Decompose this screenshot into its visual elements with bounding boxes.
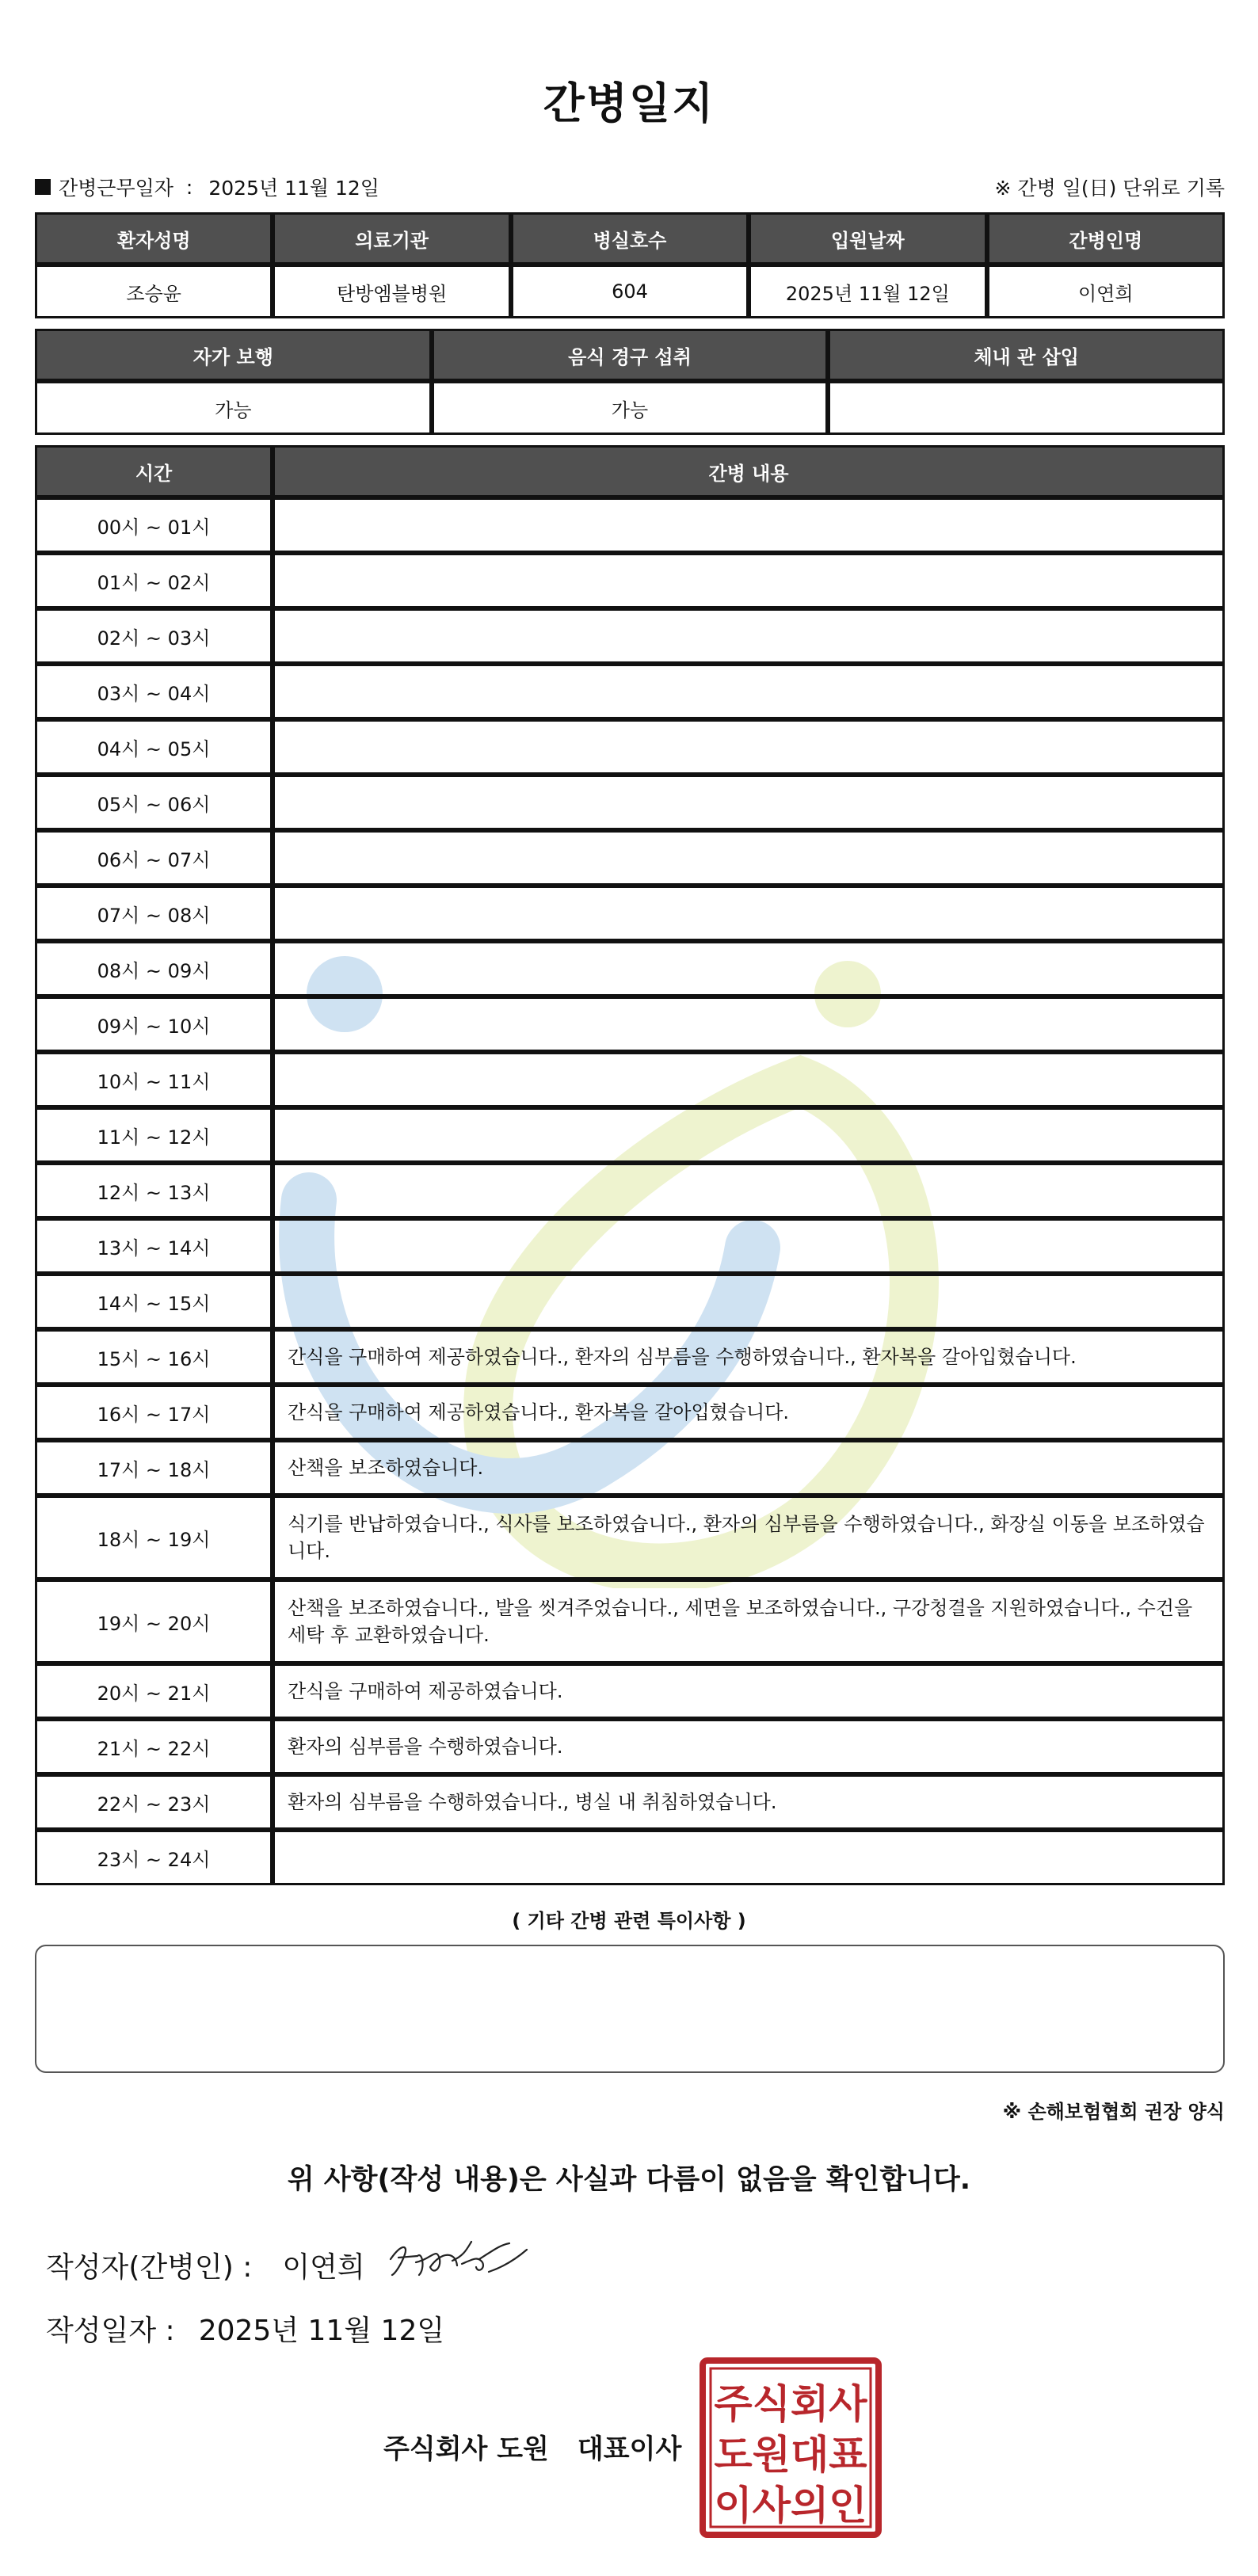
time-cell: 23시 ~ 24시 <box>35 1830 273 1885</box>
company-signoff <box>383 2427 681 2466</box>
table-row <box>35 1440 1225 1496</box>
unit-note: ※ 간병 일(日) 단위로 기록 <box>994 177 1225 200</box>
room-number: 604 <box>511 265 749 318</box>
time-cell: 01시 ~ 02시 <box>35 553 273 608</box>
work-date-colon: : <box>185 175 193 199</box>
care-content-cell <box>273 664 1225 719</box>
time-cell: 20시 ~ 21시 <box>35 1663 273 1719</box>
header-patient-name: 환자성명 <box>35 212 273 265</box>
writer-label: 작성자(간병인) : <box>46 2250 253 2284</box>
svg-text:주식회사: 주식회사 <box>714 2381 867 2427</box>
walking-value: 가능 <box>35 381 432 435</box>
time-cell: 14시 ~ 15시 <box>35 1274 273 1329</box>
table-row <box>35 1274 1225 1329</box>
care-content-cell <box>273 775 1225 830</box>
company-name: 주식회사 도원 <box>383 2433 549 2465</box>
time-cell: 21시 ~ 22시 <box>35 1719 273 1774</box>
recommend-note: ※ 손해보험협회 권장 양식 <box>1002 2101 1225 2123</box>
oral-intake-value: 가능 <box>432 381 829 435</box>
time-cell: 22시 ~ 23시 <box>35 1774 273 1830</box>
header-admission-date: 입원날짜 <box>749 212 986 265</box>
hospital-name: 탄방엠블병원 <box>273 265 510 318</box>
header-hospital: 의료기관 <box>273 212 510 265</box>
table-row <box>35 1830 1225 1885</box>
care-log-table <box>35 445 1225 1885</box>
care-content-cell: 산책을 보조하였습니다., 발을 씻겨주었습니다., 세면을 보조하였습니다., 구강청결을 지원하였습니다., 수건을 세탁 후 교환하였습니다. <box>273 1580 1225 1663</box>
table-row <box>35 1580 1225 1663</box>
care-content-cell <box>273 886 1225 941</box>
header-caregiver-name: 간병인명 <box>987 212 1225 265</box>
confirmation-statement: 위 사항(작성 내용)은 사실과 다름이 없음을 확인합니다. <box>287 2164 971 2196</box>
table-row <box>35 1329 1225 1385</box>
patient-name: 조승윤 <box>35 265 273 318</box>
care-content-cell: 간식을 구매하여 제공하였습니다., 환자의 심부름을 수행하였습니다., 환자복을 갈아입혔습니다. <box>273 1329 1225 1385</box>
remarks-title: ( 기타 간병 관련 특이사항 ) <box>512 1910 746 1932</box>
table-row <box>35 1496 1225 1580</box>
table-row <box>35 941 1225 996</box>
meta-row <box>35 173 1225 204</box>
care-content-cell: 간식을 구매하여 제공하였습니다. <box>273 1663 1225 1719</box>
ability-table <box>35 329 1225 435</box>
table-row <box>35 996 1225 1052</box>
time-cell: 16시 ~ 17시 <box>35 1385 273 1440</box>
square-bullet-icon <box>35 179 51 195</box>
care-content-cell <box>273 553 1225 608</box>
time-cell: 15시 ~ 16시 <box>35 1329 273 1385</box>
care-content-cell <box>273 1052 1225 1107</box>
written-date-line <box>46 2308 444 2349</box>
time-cell: 17시 ~ 18시 <box>35 1440 273 1496</box>
header-time: 시간 <box>35 445 273 497</box>
care-content-cell: 산책을 보조하였습니다. <box>273 1440 1225 1496</box>
written-date-label: 작성일자 : <box>46 2315 175 2347</box>
care-content-cell: 환자의 심부름을 수행하였습니다., 병실 내 취침하였습니다. <box>273 1774 1225 1830</box>
table-row <box>35 886 1225 941</box>
written-date-value: 2025년 11월 12일 <box>198 2315 445 2347</box>
time-cell: 18시 ~ 19시 <box>35 1496 273 1580</box>
header-room: 병실호수 <box>511 212 749 265</box>
writer-line <box>46 2239 532 2291</box>
time-cell: 19시 ~ 20시 <box>35 1580 273 1663</box>
care-content-cell: 간식을 구매하여 제공하였습니다., 환자복을 갈아입혔습니다. <box>273 1385 1225 1440</box>
time-cell: 04시 ~ 05시 <box>35 719 273 775</box>
svg-text:도원대표: 도원대표 <box>714 2432 867 2478</box>
header-care-content: 간병 내용 <box>273 445 1225 497</box>
care-content-cell <box>273 1274 1225 1329</box>
patient-info-table <box>35 212 1225 318</box>
care-content-cell <box>273 719 1225 775</box>
work-date <box>35 173 379 201</box>
table-row <box>35 719 1225 775</box>
time-cell: 08시 ~ 09시 <box>35 941 273 996</box>
work-date-label: 간병근무일자 <box>59 177 173 200</box>
caregiver-name: 이연희 <box>987 265 1225 318</box>
work-date-value: 2025년 11월 12일 <box>208 177 379 200</box>
table-row <box>35 1218 1225 1274</box>
time-cell: 07시 ~ 08시 <box>35 886 273 941</box>
admission-date: 2025년 11월 12일 <box>749 265 986 318</box>
time-cell: 00시 ~ 01시 <box>35 497 273 553</box>
remarks-box <box>35 1945 1225 2073</box>
care-content-cell <box>273 497 1225 553</box>
time-cell: 06시 ~ 07시 <box>35 830 273 886</box>
table-row <box>35 1107 1225 1163</box>
time-cell: 03시 ~ 04시 <box>35 664 273 719</box>
table-row <box>35 1052 1225 1107</box>
svg-text:이사의인: 이사의인 <box>714 2483 867 2528</box>
writer-name: 이연희 <box>282 2250 365 2284</box>
care-log-body <box>35 497 1225 1885</box>
table-row <box>35 1774 1225 1830</box>
table-row <box>35 830 1225 886</box>
table-row <box>35 608 1225 664</box>
table-row <box>35 1163 1225 1218</box>
care-content-cell <box>273 1830 1225 1885</box>
care-content-cell <box>273 941 1225 996</box>
header-walking: 자가 보행 <box>35 329 432 381</box>
table-row <box>35 497 1225 553</box>
table-row <box>35 1663 1225 1719</box>
table-row <box>35 775 1225 830</box>
care-content-cell <box>273 830 1225 886</box>
company-title: 대표이사 <box>577 2433 682 2465</box>
time-cell: 09시 ~ 10시 <box>35 996 273 1052</box>
table-row <box>35 1385 1225 1440</box>
care-content-cell <box>273 1218 1225 1274</box>
time-cell: 02시 ~ 03시 <box>35 608 273 664</box>
document-title: 간병일지 <box>543 78 715 128</box>
table-row <box>35 553 1225 608</box>
care-content-cell <box>273 1107 1225 1163</box>
time-cell: 10시 ~ 11시 <box>35 1052 273 1107</box>
care-content-cell <box>273 996 1225 1052</box>
table-row <box>35 1719 1225 1774</box>
header-tube-insertion: 체내 관 삽입 <box>828 329 1225 381</box>
table-row <box>35 664 1225 719</box>
care-content-cell: 환자의 심부름을 수행하였습니다. <box>273 1719 1225 1774</box>
signature-image <box>384 2227 532 2291</box>
time-cell: 12시 ~ 13시 <box>35 1163 273 1218</box>
care-content-cell: 식기를 반납하였습니다., 식사를 보조하였습니다., 환자의 심부름을 수행하였습니다., 화장실 이동을 보조하였습니다. <box>273 1496 1225 1580</box>
company-seal-stamp <box>700 2357 882 2538</box>
time-cell: 05시 ~ 06시 <box>35 775 273 830</box>
time-cell: 11시 ~ 12시 <box>35 1107 273 1163</box>
time-cell: 13시 ~ 14시 <box>35 1218 273 1274</box>
header-oral-intake: 음식 경구 섭취 <box>432 329 829 381</box>
tube-insertion-value <box>828 381 1225 435</box>
care-content-cell <box>273 608 1225 664</box>
care-content-cell <box>273 1163 1225 1218</box>
